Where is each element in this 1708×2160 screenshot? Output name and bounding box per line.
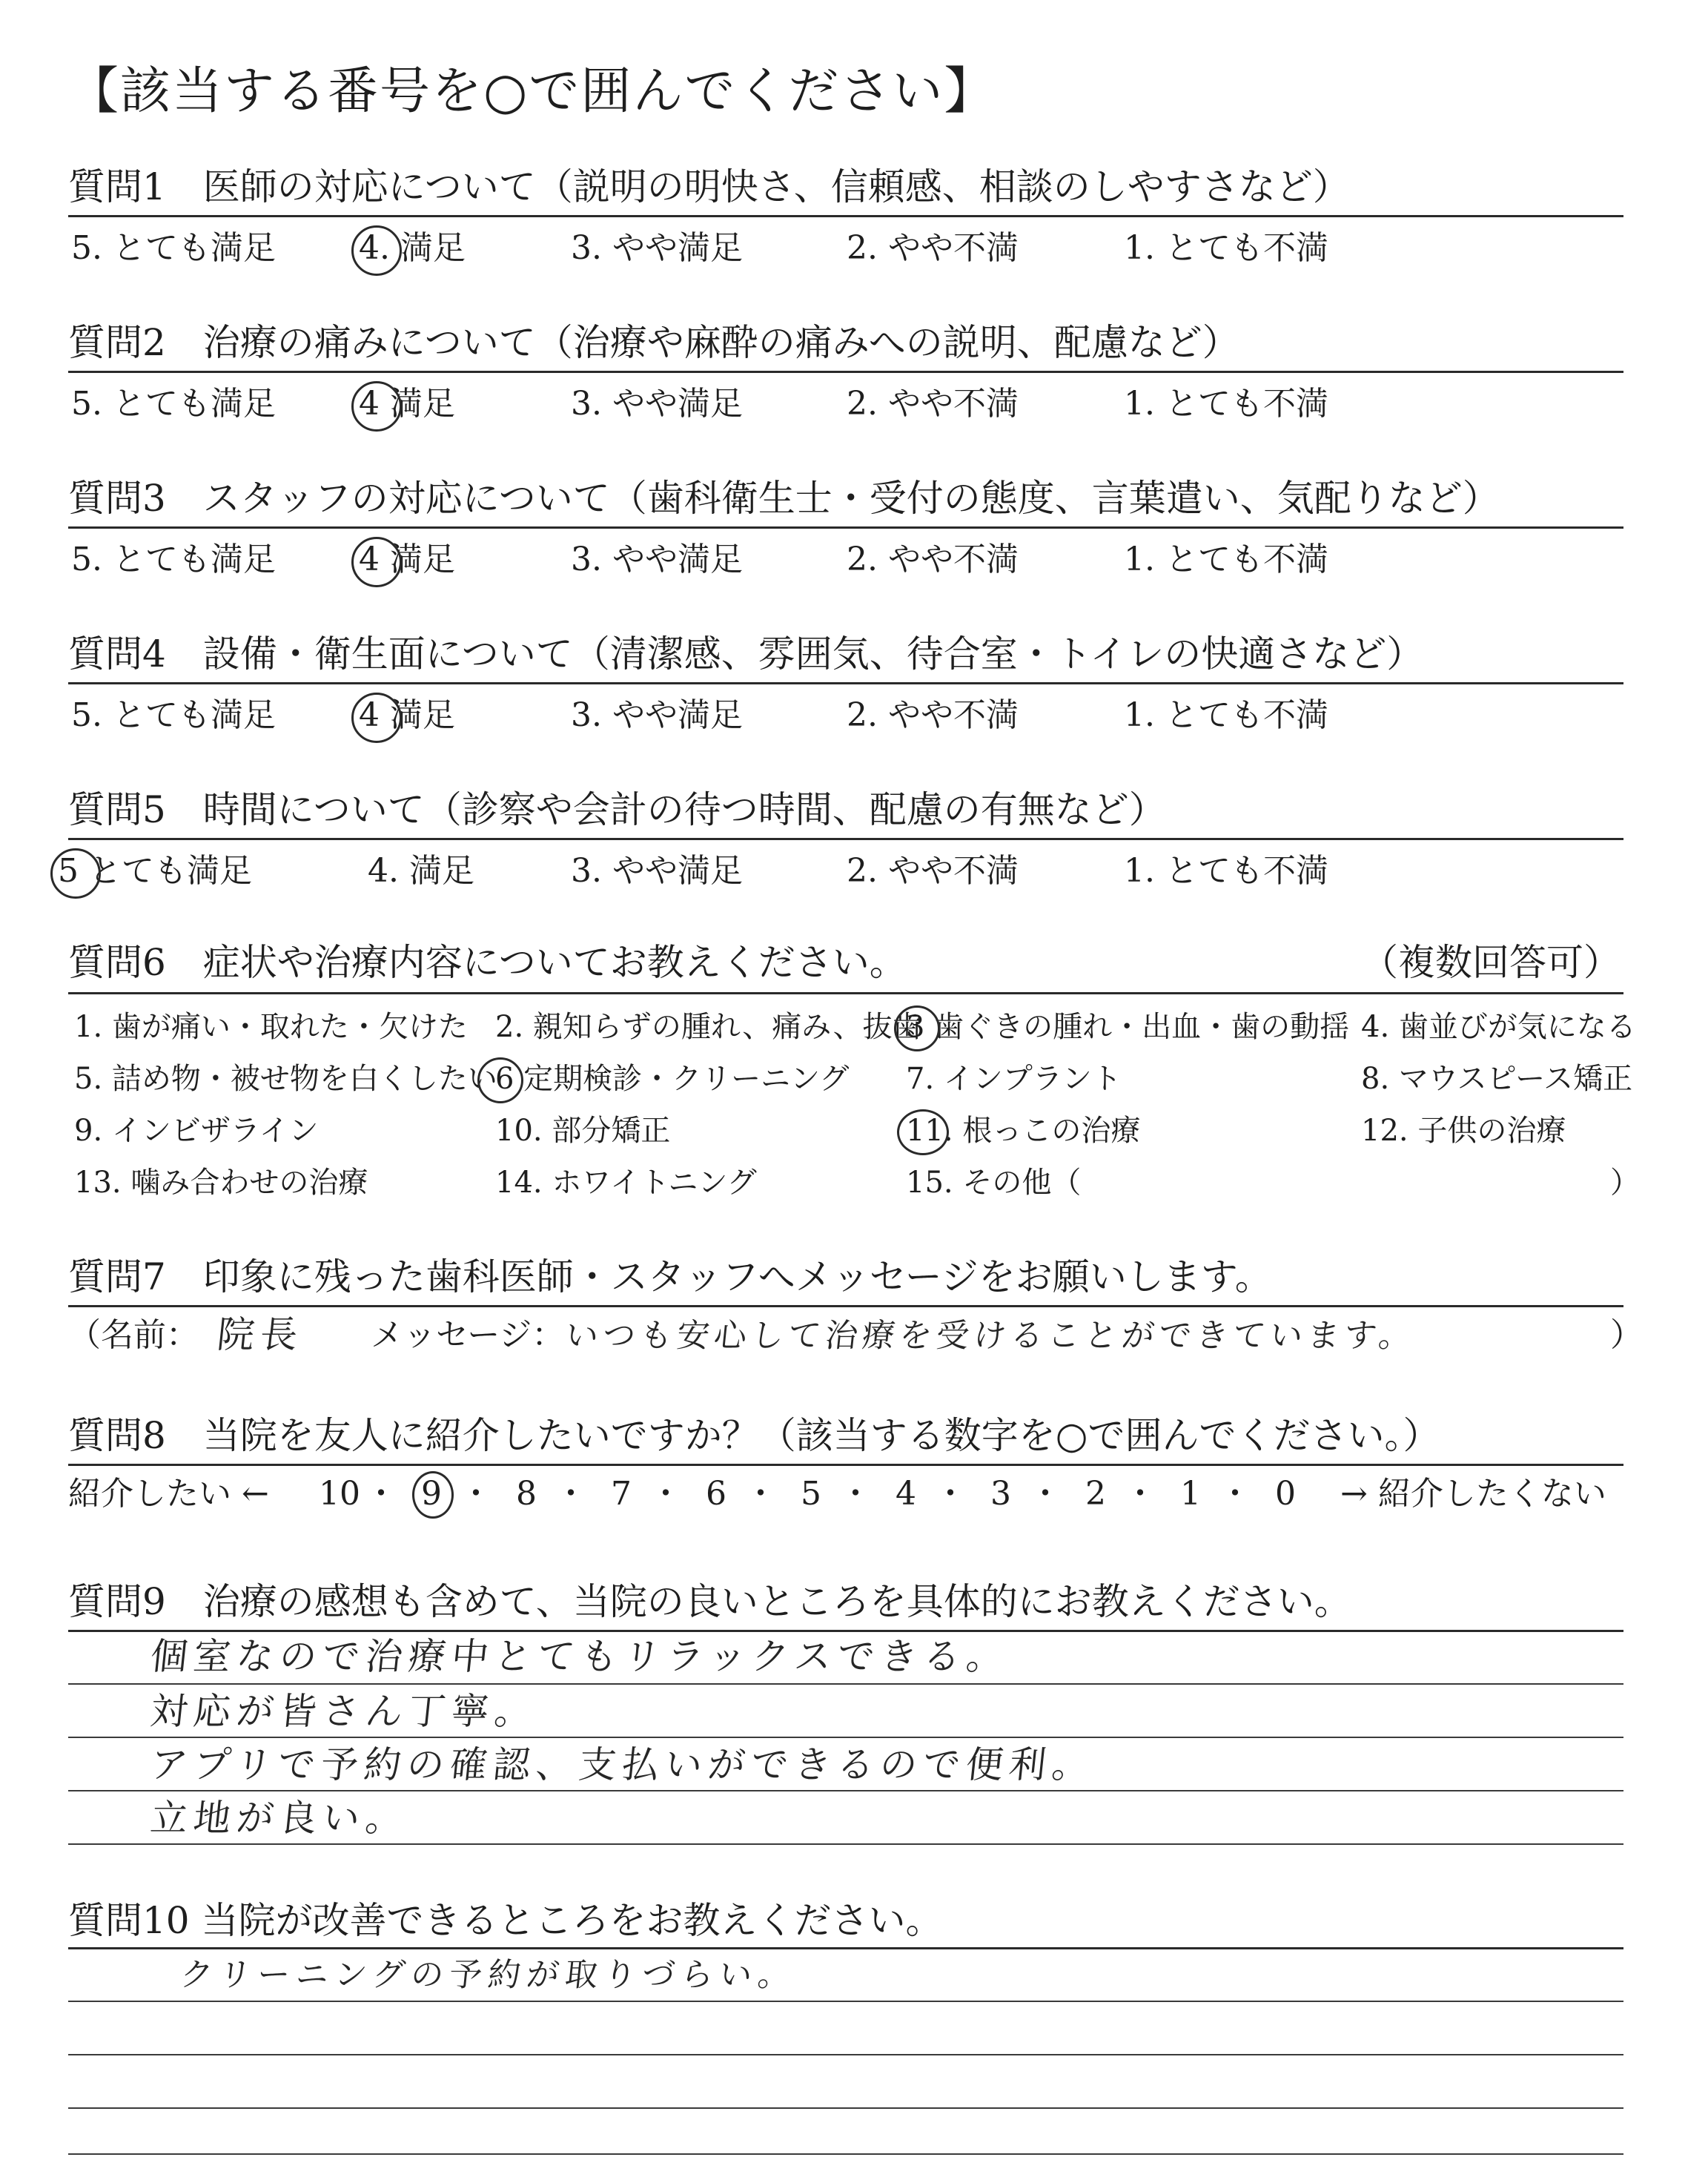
- q6-rule: [68, 992, 1623, 994]
- q5-option-3[interactable]: 3. やや満足: [571, 852, 743, 890]
- q6-option-1[interactable]: 1. 歯が痛い・取れた・欠けた: [74, 1010, 468, 1044]
- q7-rule: [68, 1305, 1623, 1307]
- q3-option-1[interactable]: 1. とても不満: [1124, 541, 1328, 578]
- q2-rule: [68, 371, 1623, 373]
- q9-answer-line-4: 立地が良い。: [148, 1797, 411, 1840]
- q1-circle-mark: [351, 225, 402, 276]
- q1-option-1[interactable]: 1. とても不満: [1124, 229, 1328, 267]
- q7-name-label: （名前：: [68, 1316, 199, 1354]
- q2-option-1[interactable]: 1. とても不満: [1124, 385, 1328, 423]
- q10-heading: 質問10 当院が改善できるところをお教えください。: [68, 1899, 943, 1942]
- q6-circle-mark-6: [477, 1057, 523, 1103]
- q1-option-5[interactable]: 5. とても満足: [71, 229, 276, 267]
- q9-rule-5: [68, 1843, 1623, 1845]
- q5-option-1[interactable]: 1. とても不満: [1124, 852, 1328, 890]
- q1-heading: 質問1 医師の対応について（説明の明快さ、信頼感、相談のしやすさなど）: [68, 165, 1350, 208]
- q3-option-5[interactable]: 5. とても満足: [71, 541, 276, 578]
- q4-option-4[interactable]: 4 満足: [359, 696, 455, 734]
- q8-scale-value-3[interactable]: 3: [990, 1475, 1011, 1513]
- q10-rule-2: [68, 2001, 1623, 2002]
- q6-option-4[interactable]: 4. 歯並びが気になる: [1361, 1010, 1636, 1044]
- q9-rule-4: [68, 1790, 1623, 1791]
- q10-rule-5: [68, 2153, 1623, 2155]
- q2-option-2[interactable]: 2. やや不満: [847, 385, 1019, 423]
- q8-scale-separator: ・: [1219, 1475, 1251, 1513]
- q3-heading: 質問3 スタッフの対応について（歯科衛生士・受付の態度、言葉遣い、気配りなど）: [68, 477, 1500, 520]
- q4-heading: 質問4 設備・衛生面について（清潔感、雰囲気、待合室・トイレの快適さなど）: [68, 633, 1424, 676]
- q4-rule: [68, 682, 1623, 684]
- q3-option-4[interactable]: 4 満足: [359, 541, 455, 578]
- q5-option-2[interactable]: 2. やや不満: [847, 852, 1019, 890]
- q6-option-7[interactable]: 7. インプラント: [906, 1062, 1122, 1096]
- q8-scale-separator: ・: [934, 1475, 967, 1513]
- q6-option-3[interactable]: 3 歯ぐきの腫れ・出血・歯の動揺: [906, 1010, 1350, 1044]
- q6-option-2[interactable]: 2. 親知らずの腫れ、痛み、抜歯: [495, 1010, 922, 1044]
- q8-scale-separator: ・: [649, 1475, 682, 1513]
- q6-other-close: ）: [1610, 1166, 1640, 1200]
- q8-scale-separator: ・: [744, 1475, 777, 1513]
- q9-answer-line-2: 対応が皆さん丁寧。: [148, 1690, 540, 1733]
- q10-rule-4: [68, 2107, 1623, 2109]
- q4-option-3[interactable]: 3. やや満足: [571, 696, 743, 734]
- q6-option-5[interactable]: 5. 詰め物・被せ物を白くしたい: [74, 1062, 497, 1096]
- q2-circle-mark: [351, 381, 402, 432]
- q2-option-5[interactable]: 5. とても満足: [71, 385, 276, 423]
- q6-circle-mark-11: [897, 1109, 949, 1155]
- q2-option-3[interactable]: 3. やや満足: [571, 385, 743, 423]
- q6-option-11[interactable]: 11. 根っこの治療: [906, 1114, 1141, 1148]
- q8-rule: [68, 1464, 1623, 1466]
- q8-scale-separator: ・: [555, 1475, 587, 1513]
- q9-rule-1: [68, 1630, 1623, 1632]
- q8-scale-value-7[interactable]: 7: [611, 1475, 632, 1513]
- q3-option-3[interactable]: 3. やや満足: [571, 541, 743, 578]
- q9-rule-2: [68, 1683, 1623, 1685]
- form-title: 【該当する番号を○で囲んでください】: [68, 62, 996, 121]
- q1-option-2[interactable]: 2. やや不満: [847, 229, 1019, 267]
- q9-heading: 質問9 治療の感想も含めて、当院の良いところを具体的にお教えください。: [68, 1580, 1351, 1623]
- q8-scale-value-10[interactable]: 10: [319, 1475, 360, 1513]
- q6-option-12[interactable]: 12. 子供の治療: [1361, 1114, 1566, 1148]
- q8-right-label: → 紹介したくない: [1340, 1475, 1606, 1513]
- q5-circle-mark: [50, 848, 101, 899]
- q10-rule-3: [68, 2054, 1623, 2055]
- q8-scale-value-9[interactable]: 9: [421, 1475, 442, 1513]
- q5-heading: 質問5 時間について（診察や会計の待つ時間、配慮の有無など）: [68, 788, 1166, 831]
- q8-scale-value-2[interactable]: 2: [1085, 1475, 1106, 1513]
- q1-rule: [68, 215, 1623, 217]
- q10-answer-line-1: クリーニングの予約が取りづらい。: [178, 1956, 799, 1994]
- q1-option-3[interactable]: 3. やや満足: [571, 229, 743, 267]
- q7-message-label: メッセージ：: [371, 1316, 565, 1354]
- q6-circle-mark-3: [894, 1005, 940, 1051]
- q7-heading: 質問7 印象に残った歯科医師・スタッフへメッセージをお願いします。: [68, 1255, 1272, 1298]
- q6-option-15[interactable]: 15. その他（: [906, 1166, 1082, 1200]
- q6-option-10[interactable]: 10. 部分矯正: [495, 1114, 671, 1148]
- q6-note: （複数回答可）: [1361, 941, 1621, 984]
- q7-close-paren: ）: [1610, 1316, 1643, 1354]
- q6-option-8[interactable]: 8. マウスピース矯正: [1361, 1062, 1633, 1096]
- q8-scale-value-4[interactable]: 4: [896, 1475, 916, 1513]
- q2-option-4[interactable]: 4 満足: [359, 385, 455, 423]
- q3-option-2[interactable]: 2. やや不満: [847, 541, 1019, 578]
- q6-option-6[interactable]: 6 定期検診・クリーニング: [495, 1062, 850, 1096]
- q8-scale-value-5[interactable]: 5: [801, 1475, 821, 1513]
- q10-rule-1: [68, 1947, 1623, 1949]
- q4-option-5[interactable]: 5. とても満足: [71, 696, 276, 734]
- q4-option-2[interactable]: 2. やや不満: [847, 696, 1019, 734]
- q8-scale-value-6[interactable]: 6: [706, 1475, 726, 1513]
- q8-circle-mark: [412, 1471, 454, 1519]
- q8-scale-value-8[interactable]: 8: [516, 1475, 537, 1513]
- q4-option-1[interactable]: 1. とても不満: [1124, 696, 1328, 734]
- q9-answer-line-1: 個室なので治療中とてもリラックスできる。: [148, 1635, 1012, 1678]
- q7-name-handwritten: 院長: [215, 1313, 306, 1356]
- q4-circle-mark: [351, 693, 402, 743]
- q9-answer-line-3: アプリで予約の確認、支払いができるので便利。: [148, 1743, 1098, 1786]
- q8-heading: 質問8 当院を友人に紹介したいですか？（該当する数字を○で囲んでください。）: [68, 1414, 1440, 1457]
- q1-option-4[interactable]: 4. 満足: [359, 229, 466, 267]
- q6-heading: 質問6 症状や治療内容についてお教えください。: [68, 941, 907, 984]
- q8-scale-separator: ・: [460, 1475, 492, 1513]
- q8-scale-separator: ・: [1029, 1475, 1062, 1513]
- q8-scale-separator: ・: [1124, 1475, 1156, 1513]
- q5-rule: [68, 838, 1623, 840]
- q2-heading: 質問2 治療の痛みについて（治療や麻酔の痛みへの説明、配慮など）: [68, 321, 1239, 364]
- q5-option-5[interactable]: 5 とても満足: [58, 852, 252, 890]
- q8-scale-separator: ・: [839, 1475, 872, 1513]
- q6-option-14[interactable]: 14. ホワイトニング: [495, 1166, 757, 1200]
- q8-scale-separator: ・: [365, 1475, 397, 1513]
- q8-scale-value-0[interactable]: 0: [1275, 1475, 1296, 1513]
- q5-option-4[interactable]: 4. 満足: [368, 852, 474, 890]
- q9-rule-3: [68, 1737, 1623, 1738]
- q8-scale-value-1[interactable]: 1: [1180, 1475, 1201, 1513]
- q7-message-handwritten: いつも安心して治療を受けることができています。: [563, 1317, 1418, 1355]
- q6-option-13[interactable]: 13. 噛み合わせの治療: [74, 1166, 368, 1200]
- q3-circle-mark: [351, 537, 402, 587]
- q6-option-9[interactable]: 9. インビザライン: [74, 1114, 319, 1148]
- q8-left-label: 紹介したい ←: [68, 1475, 269, 1513]
- q3-rule: [68, 526, 1623, 529]
